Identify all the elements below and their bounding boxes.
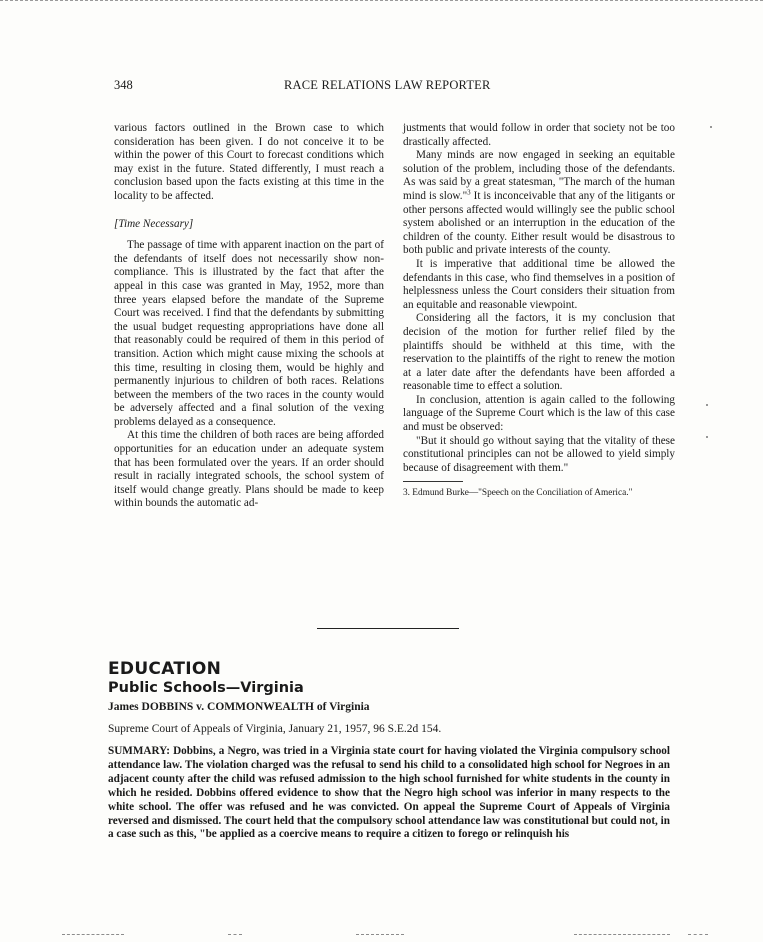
footnote-divider <box>403 481 463 482</box>
scan-top-edge <box>0 0 763 1</box>
scan-mark <box>62 934 124 935</box>
case-title: James DOBBINS v. COMMONWEALTH of Virginia <box>108 701 370 713</box>
scan-mark <box>228 934 242 935</box>
running-head: RACE RELATIONS LAW REPORTER <box>284 78 491 92</box>
footnote-reference: 3 <box>467 188 471 197</box>
scan-speck <box>706 436 708 438</box>
scan-speck <box>706 404 708 406</box>
right-column <box>403 122 675 500</box>
paragraph-text: It is inconceivable that any of the litigants or other persons affected would willingly see the public school system abolished or an interruption in the education of the children of the county. Either result would be disastrous to both public and private interests of the county. <box>403 189 675 257</box>
footnote: 3. Edmund Burke—"Speech on the Conciliation of America." <box>403 488 633 499</box>
section-divider <box>317 628 459 629</box>
education-heading: EDUCATION <box>108 659 222 679</box>
left-paragraph-2: The passage of time with apparent inaction on the part of the defendants of itself does not necessarily show non-compliance. This is illustrated by the fact that after the appeal in this case was granted in May, 1952, more than three years elapsed before the mandate of the Supreme Court was received. I find that the defendants by submitting the usual budget requesting appropriations have done all that reasonably could be required of them in this period of transition. Action which might cause mixing the schools at this time, resulting in closing them, would be highly and permanently injurious to children of both races. Relations between the members of the two races in the county would be adversely affected and a final solution of the vexing problems delayed as a consequence. <box>114 239 384 428</box>
scan-mark <box>356 934 404 935</box>
right-paragraph-5: In conclusion, attention is again called to the following language of the Supreme Court which is the law of this case and must be observed: <box>403 393 675 434</box>
right-paragraph-3: It is imperative that additional time be allowed the defendants in this case, who find themselves in a position of helplessness unless the Court considers their situation from an equitable and reasonable viewpoint. <box>403 257 675 311</box>
paragraph-text: Many minds are now engaged in seeking an equitable solution of the problem, including those of the defendants. As was said by a great statesman, "The march of the human mind is slow." <box>403 149 675 202</box>
block-quote: "But it should go without saying that the vitality of these constitutional principles can not be allowed to yield simply because of disagreement with them." <box>403 434 675 474</box>
court-citation: Supreme Court of Appeals of Virginia, January 21, 1957, 96 S.E.2d 154. <box>108 723 442 735</box>
right-paragraph-4: Considering all the factors, it is my conclusion that decision of the motion for further relief filed by the plaintiffs should be withheld at this time, with the reservation to the plaintiffs of the right to renew the motion at a later date after the defendants have been afforded a reasonable time to effect a solution. <box>403 312 675 393</box>
page-header <box>0 78 763 94</box>
page-number: 348 <box>114 78 133 92</box>
right-paragraph-1: justments that would follow in order that society not be too drastically affected. <box>403 122 675 148</box>
left-paragraph-3: At this time the children of both races are being afforded opportunities for an education under an adequate system that has been formulated over the years. If an order should result in racially integrated schools, the school system of itself would change greatly. Plans should be made to keep within bounds the automatic ad- <box>114 429 384 510</box>
scan-mark <box>574 934 670 935</box>
scan-bottom-edge <box>0 934 763 938</box>
left-paragraph-1: various factors outlined in the Brown case to which consideration has been given. I do not conceive it to be within the power of this Court to forecast conditions which may exist in the future. Stated differently, I must reach a conclusion based upon the facts existing at this time in the locality to be affected. <box>114 122 384 202</box>
left-column <box>114 122 384 511</box>
section-subheading: [Time Necessary] <box>114 217 194 230</box>
scan-mark <box>688 934 708 935</box>
right-paragraph-2 <box>403 149 675 258</box>
case-summary: SUMMARY: Dobbins, a Negro, was tried in a Virginia state court for having violated the Virginia compulsory school attendance law. The violation charged was the refusal to send his child to a consolidated high school for Negroes in an adjacent county after the child was refused admission to the high school furnished for white students in the county in which he resided. Dobbins offered evidence to show that the Negro high school was inferior in many respects to the white school. The offer was refused and he was convicted. On appeal the Supreme Court of Appeals of Virginia reversed and dismissed. The court held that the compulsory school attendance law was constitutional but could not, in a case such as this, "be applied as a coercive means to require a citizen to forego or relinquish his <box>108 745 670 841</box>
scan-speck <box>710 126 712 128</box>
education-subheading: Public Schools—Virginia <box>108 680 304 696</box>
